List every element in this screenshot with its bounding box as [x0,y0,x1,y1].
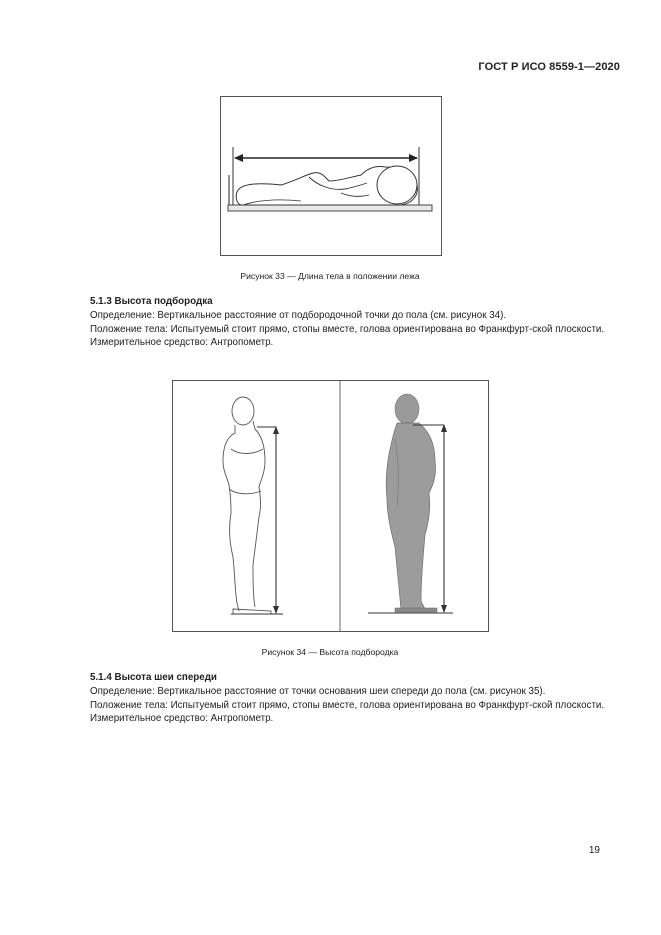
section-513-text [62,309,608,350]
document-header: ГОСТ Р ИСО 8559-1—2020 [478,61,620,73]
section-513-definition: Определение: Вертикальное расстояние от подбородочной точки до пола (см. рисунок 34). [90,310,507,321]
section-514-heading: 5.1.4 Высота шеи спереди [90,672,217,683]
section-513-position: Положение тела: Испытуемый стоит прямо, стопы вместе, голова ориентирована во Франкфурт-ской плоскости. [90,323,605,335]
figure-34 [172,380,489,632]
section-514-text [62,685,608,726]
lying-body-illustration [221,97,441,255]
section-513-instrument: Измерительное средство: Антропометр. [90,337,274,348]
page-number: 19 [588,845,600,856]
scanned-figure [386,394,437,612]
section-514-instrument: Измерительное средство: Антропометр. [90,713,274,724]
section-513-heading: 5.1.3 Высота подбородка [90,296,213,307]
figure-33-caption: Рисунок 33 — Длина тела в положении лежа [240,271,420,281]
figure-33 [220,96,442,256]
figure-34-caption: Рисунок 34 — Высота подбородка [261,647,399,657]
section-514-definition: Определение: Вертикальное расстояние от точки основания шеи спереди до пола (см. рисунок 35). [90,686,546,697]
outline-figure [223,397,271,614]
standing-body-illustration [173,381,488,631]
section-514-position: Положение тела: Испытуемый стоит прямо, стопы вместе, голова ориентирована во Франкфурт-ской плоскости. [90,699,605,711]
